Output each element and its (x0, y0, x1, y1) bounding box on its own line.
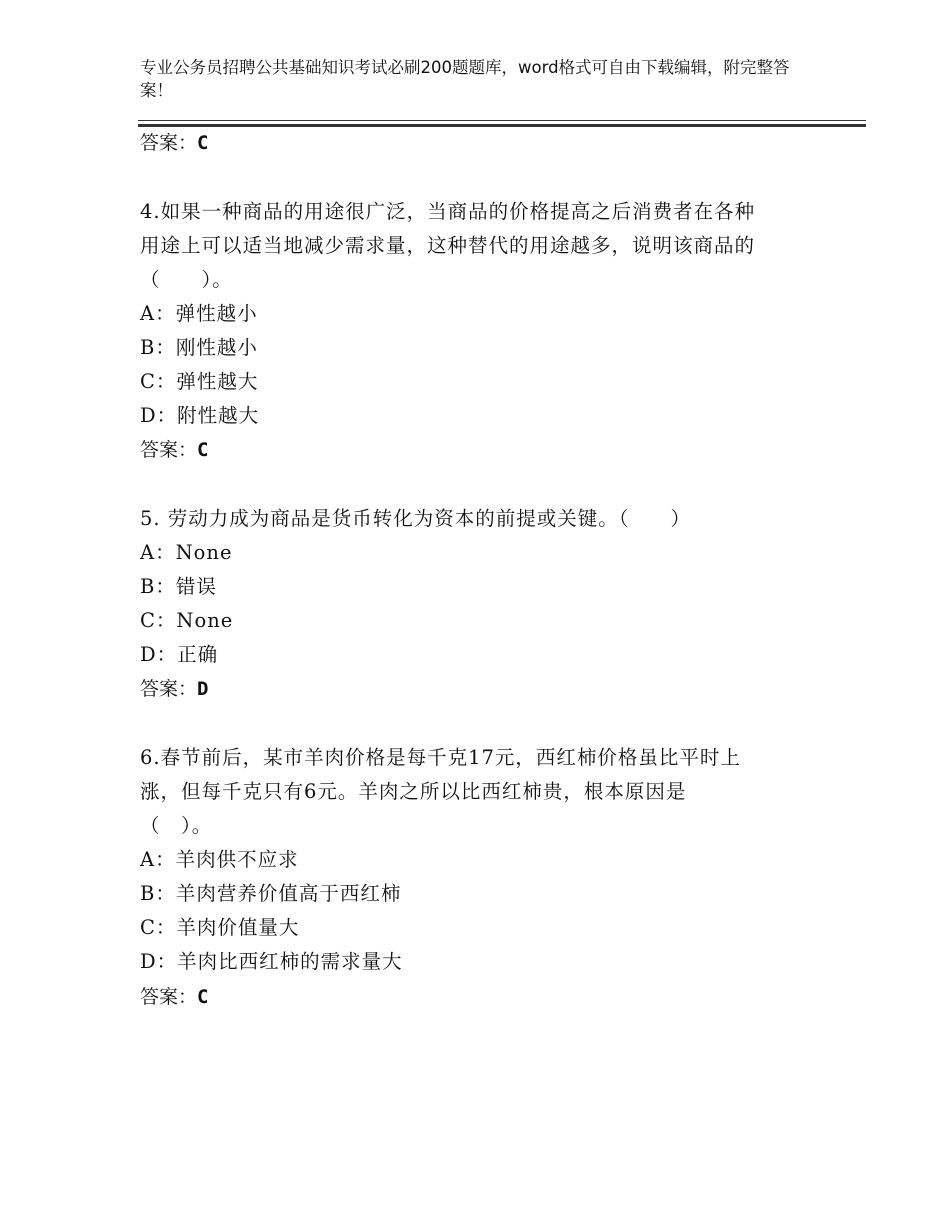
answer-value: C (197, 439, 209, 461)
answer-value: C (197, 132, 209, 154)
answer-label: 答案： (140, 678, 198, 700)
option-c: C：羊肉价值量大 (140, 916, 300, 939)
question-line: 4.如果一种商品的用途很广泛，当商品的价格提高之后消费者在各种 (140, 200, 756, 223)
answer-5 (140, 677, 208, 701)
option-b: B：错误 (140, 575, 217, 598)
answer-value: D (197, 678, 209, 700)
option-a: A：羊肉供不应求 (140, 848, 299, 871)
question-line: 6.春节前后，某市羊肉价格是每千克17元，西红柿价格虽比平时上 (140, 746, 741, 769)
header-rule-thin (138, 120, 866, 121)
option-d: D：正确 (140, 643, 219, 666)
option-d: D：附性越大 (140, 404, 260, 427)
answer-label: 答案： (140, 439, 198, 461)
option-b: B：羊肉营养价值高于西红柿 (140, 882, 402, 905)
option-a: A：None (140, 541, 233, 564)
question-6 (140, 741, 820, 979)
option-a: A：弹性越小 (140, 302, 258, 325)
question-line: 5. 劳动力成为商品是货币转化为资本的前提或关键。（ ） (140, 507, 692, 530)
answer-label: 答案： (140, 986, 198, 1008)
question-4 (140, 195, 820, 433)
option-d: D：羊肉比西红柿的需求量大 (140, 950, 403, 973)
option-b: B：刚性越小 (140, 336, 258, 359)
document-header: 专业公务员招聘公共基础知识考试必刷200题题库，word格式可自由下载编辑，附完整答案！ (140, 58, 790, 100)
header-rule-thick (138, 124, 866, 127)
question-line: （ ）。 (140, 814, 213, 837)
answer-value: C (197, 986, 209, 1008)
question-5 (140, 502, 820, 672)
option-c: C：弹性越大 (140, 370, 259, 393)
question-line: 用途上可以适当地减少需求量，这种替代的用途越多，说明该商品的 (140, 234, 756, 257)
answer-6 (140, 985, 208, 1009)
question-line: （ ）。 (140, 268, 233, 291)
question-line: 涨，但每千克只有6元。羊肉之所以比西红柿贵，根本原因是 (140, 780, 687, 803)
answer-label: 答案： (140, 132, 198, 154)
option-c: C：None (140, 609, 234, 632)
previous-answer (140, 131, 208, 155)
answer-4 (140, 438, 208, 462)
